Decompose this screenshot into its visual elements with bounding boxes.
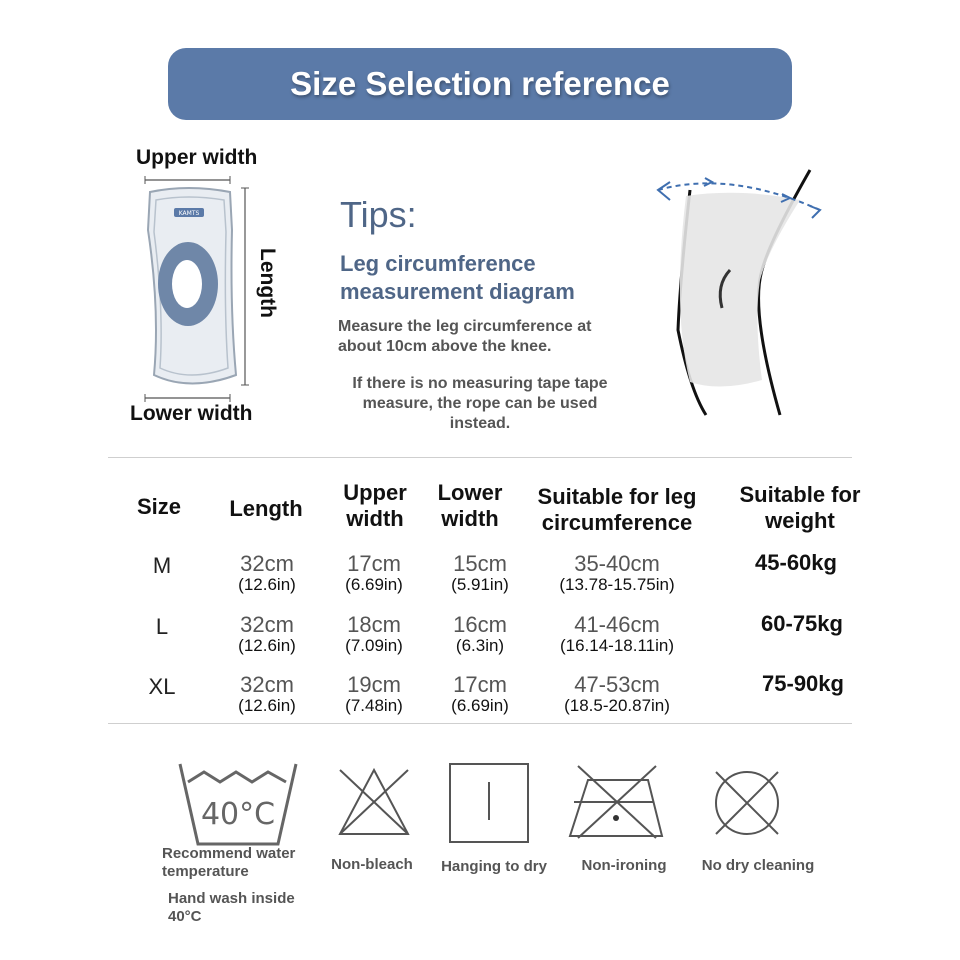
row-xl-circ-in: (18.5-20.87in) [564,696,670,715]
header-lower-line2: width [441,506,499,531]
row-l-lower-cm: 16cm [453,612,507,637]
leg-measurement-illustration [650,160,840,420]
row-m-weight: 45-60kg [755,550,837,575]
row-m-size: M [152,553,172,578]
tips-measure-text [338,317,638,357]
row-xl-upper-in: (7.48in) [345,696,403,715]
row-l-length-in: (12.6in) [238,636,296,655]
no-dry-clean-label: No dry cleaning [701,857,815,874]
row-m-upper [314,553,434,595]
row-xl-circ [532,674,702,716]
row-l-lower [420,614,540,656]
row-l-length-cm: 32cm [240,612,294,637]
row-l-circ-cm: 41-46cm [574,612,660,637]
header-length: Length [229,496,303,521]
row-m-length [207,553,327,595]
hand-wash-label [168,890,295,926]
tips-measure-line2: about 10cm above the knee. [338,338,552,355]
tips-rope-line1: If there is no measuring tape tape [352,375,608,392]
title-banner [168,48,792,120]
row-l-weight: 60-75kg [761,611,843,636]
non-bleach-label: Non-bleach [331,856,413,873]
hand-wash-line2: 40°C [168,908,202,925]
row-xl-lower-cm: 17cm [453,672,507,697]
row-xl-length [207,674,327,716]
divider-top [108,457,852,458]
row-m-circ-cm: 35-40cm [574,551,660,576]
row-xl-weight: 75-90kg [762,671,844,696]
tips-subtitle-line2: measurement diagram [340,279,575,304]
row-l-upper [314,614,434,656]
length-label: Length [256,248,279,318]
tips-rope-line2: measure, the rope can be used [362,395,598,412]
row-m-upper-cm: 17cm [347,551,401,576]
non-ironing-icon [568,762,664,842]
banner-title: Size Selection reference [290,65,670,102]
wash-temp-label [162,845,295,881]
row-l-lower-in: (6.3in) [455,636,505,655]
row-m-circ [532,553,702,595]
header-upper-line1: Upper [343,480,407,505]
no-dry-clean-icon [710,766,784,840]
row-m-lower [420,553,540,595]
row-xl-lower [420,674,540,716]
row-m-lower-cm: 15cm [453,551,507,576]
row-m-length-cm: 32cm [240,551,294,576]
row-xl-upper [314,674,434,716]
row-xl-size: XL [148,674,176,699]
row-m-upper-in: (6.69in) [345,575,403,594]
header-circumference [520,484,714,536]
non-bleach-icon [336,764,412,840]
tips-measure-line1: Measure the leg circumference at [338,318,592,335]
row-xl-length-in: (12.6in) [238,696,296,715]
header-weight-line2: weight [765,508,835,533]
brand-tag: KAMTS [178,210,200,217]
tips-subtitle-line1: Leg circumference [340,251,536,276]
header-circ-line1: Suitable for leg [537,484,697,509]
row-m-circ-in: (13.78-15.75in) [559,575,675,594]
hang-dry-icon [448,762,530,844]
row-m-length-in: (12.6in) [238,575,296,594]
row-l-length [207,614,327,656]
header-lower-width [410,480,530,532]
row-xl-lower-in: (6.69in) [451,696,509,715]
wash-temp-label-line2: temperature [162,863,249,880]
hang-dry-label: Hanging to dry [441,858,547,875]
row-xl-length-cm: 32cm [240,672,294,697]
tips-rope-line3: instead. [449,415,511,432]
row-l-upper-cm: 18cm [347,612,401,637]
divider-bottom [108,723,852,724]
row-l-circ [532,614,702,656]
header-lower-line1: Lower [437,480,503,505]
wash-temp-label-line1: Recommend water [162,845,296,862]
hand-wash-line1: Hand wash inside [168,890,295,907]
wash-temp-text: 40°C [200,797,276,832]
wash-tub-icon [176,760,300,848]
upper-width-label: Upper width [136,146,258,169]
header-circ-line2: circumference [541,510,693,535]
tips-title: Tips: [340,194,417,235]
header-upper-line2: width [346,506,404,531]
header-weight [725,482,875,534]
non-ironing-label: Non-ironing [581,857,667,874]
row-xl-circ-cm: 47-53cm [574,672,660,697]
row-l-upper-in: (7.09in) [345,636,403,655]
header-weight-line1: Suitable for [739,482,861,507]
header-size: Size [136,494,182,519]
row-m-lower-in: (5.91in) [451,575,509,594]
row-xl-upper-cm: 19cm [347,672,401,697]
row-l-circ-in: (16.14-18.11in) [559,636,675,655]
row-l-size: L [155,614,169,639]
tips-rope-text [330,374,630,434]
tips-subtitle [340,250,640,306]
lower-width-label: Lower width [130,402,253,425]
